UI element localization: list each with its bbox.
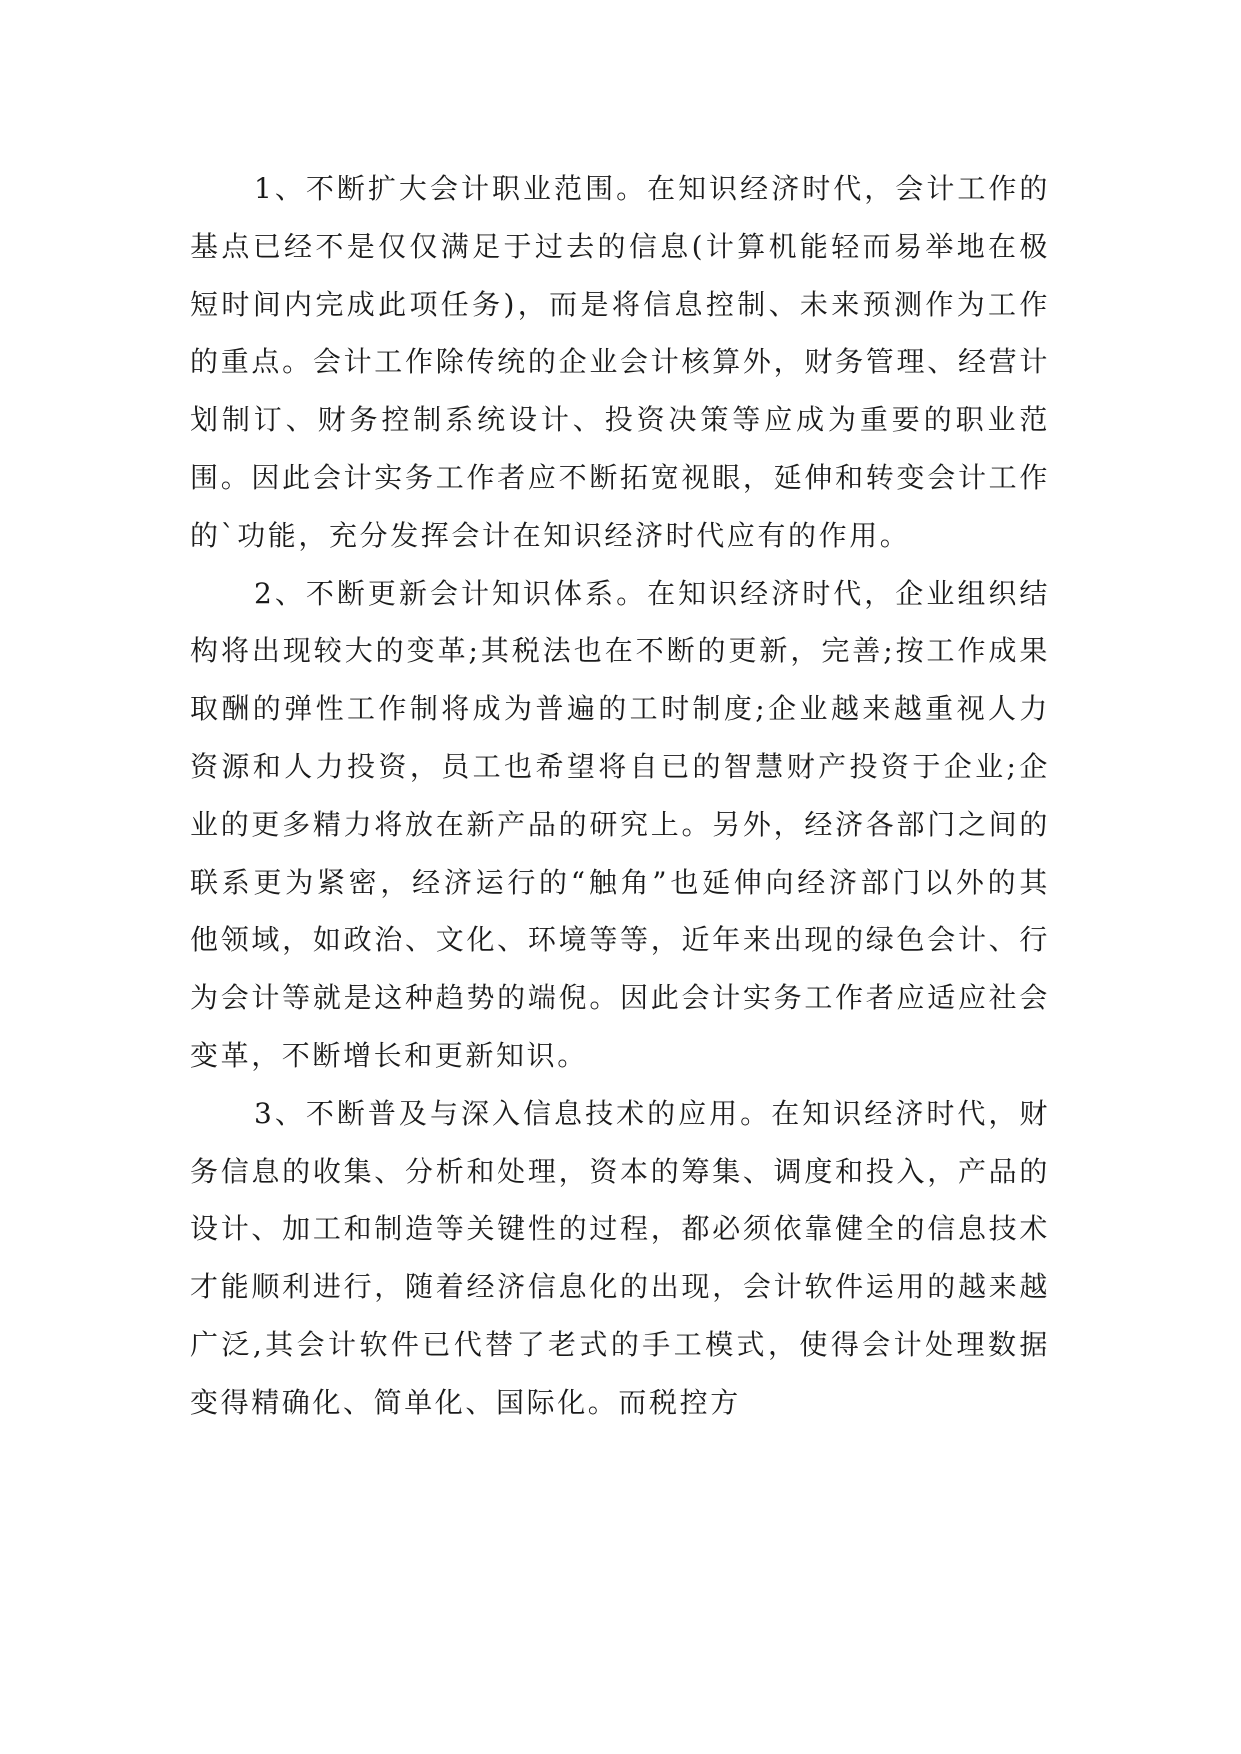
- paragraph-2: 2、不断更新会计知识体系。在知识经济时代，企业组织结构将出现较大的变革;其税法也在不断的更新，完善;按工作成果取酬的弹性工作制将成为普遍的工时制度;企业越来越重视人力资源和人力投资，员工也希望将自已的智慧财产投资于企业;企业的更多精力将放在新产品的研究上。另外，经济各部门之间的联系更为紧密，经济运行的“触角”也延伸向经济部门以外的其他领域，如政治、文化、环境等等，近年来出现的绿色会计、行为会计等就是这种趋势的端倪。因此会计实务工作者应适应社会变革，不断增长和更新知识。: [190, 576, 1050, 1072]
- paragraph-3: 3、不断普及与深入信息技术的应用。在知识经济时代，财务信息的收集、分析和处理，资本的筹集、调度和投入，产品的设计、加工和制造等关键性的过程，都必须依靠健全的信息技术才能顺利进行，随着经济信息化的出现，会计软件运用的越来越广泛,其会计软件已代替了老式的手工模式，使得会计处理数据变得精确化、简单化、国际化。而税控方: [190, 1096, 1050, 1419]
- document-body: [190, 160, 1050, 1432]
- paragraph-1: 1、不断扩大会计职业范围。在知识经济时代，会计工作的基点已经不是仅仅满足于过去的信息(计算机能轻而易举地在极短时间内完成此项任务)，而是将信息控制、未来预测作为工作的重点。会计工作除传统的企业会计核算外，财务管理、经营计划制订、财务控制系统设计、投资决策等应成为重要的职业范围。因此会计实务工作者应不断拓宽视眼，延伸和转变会计工作的`功能，充分发挥会计在知识经济时代应有的作用。: [190, 172, 1050, 552]
